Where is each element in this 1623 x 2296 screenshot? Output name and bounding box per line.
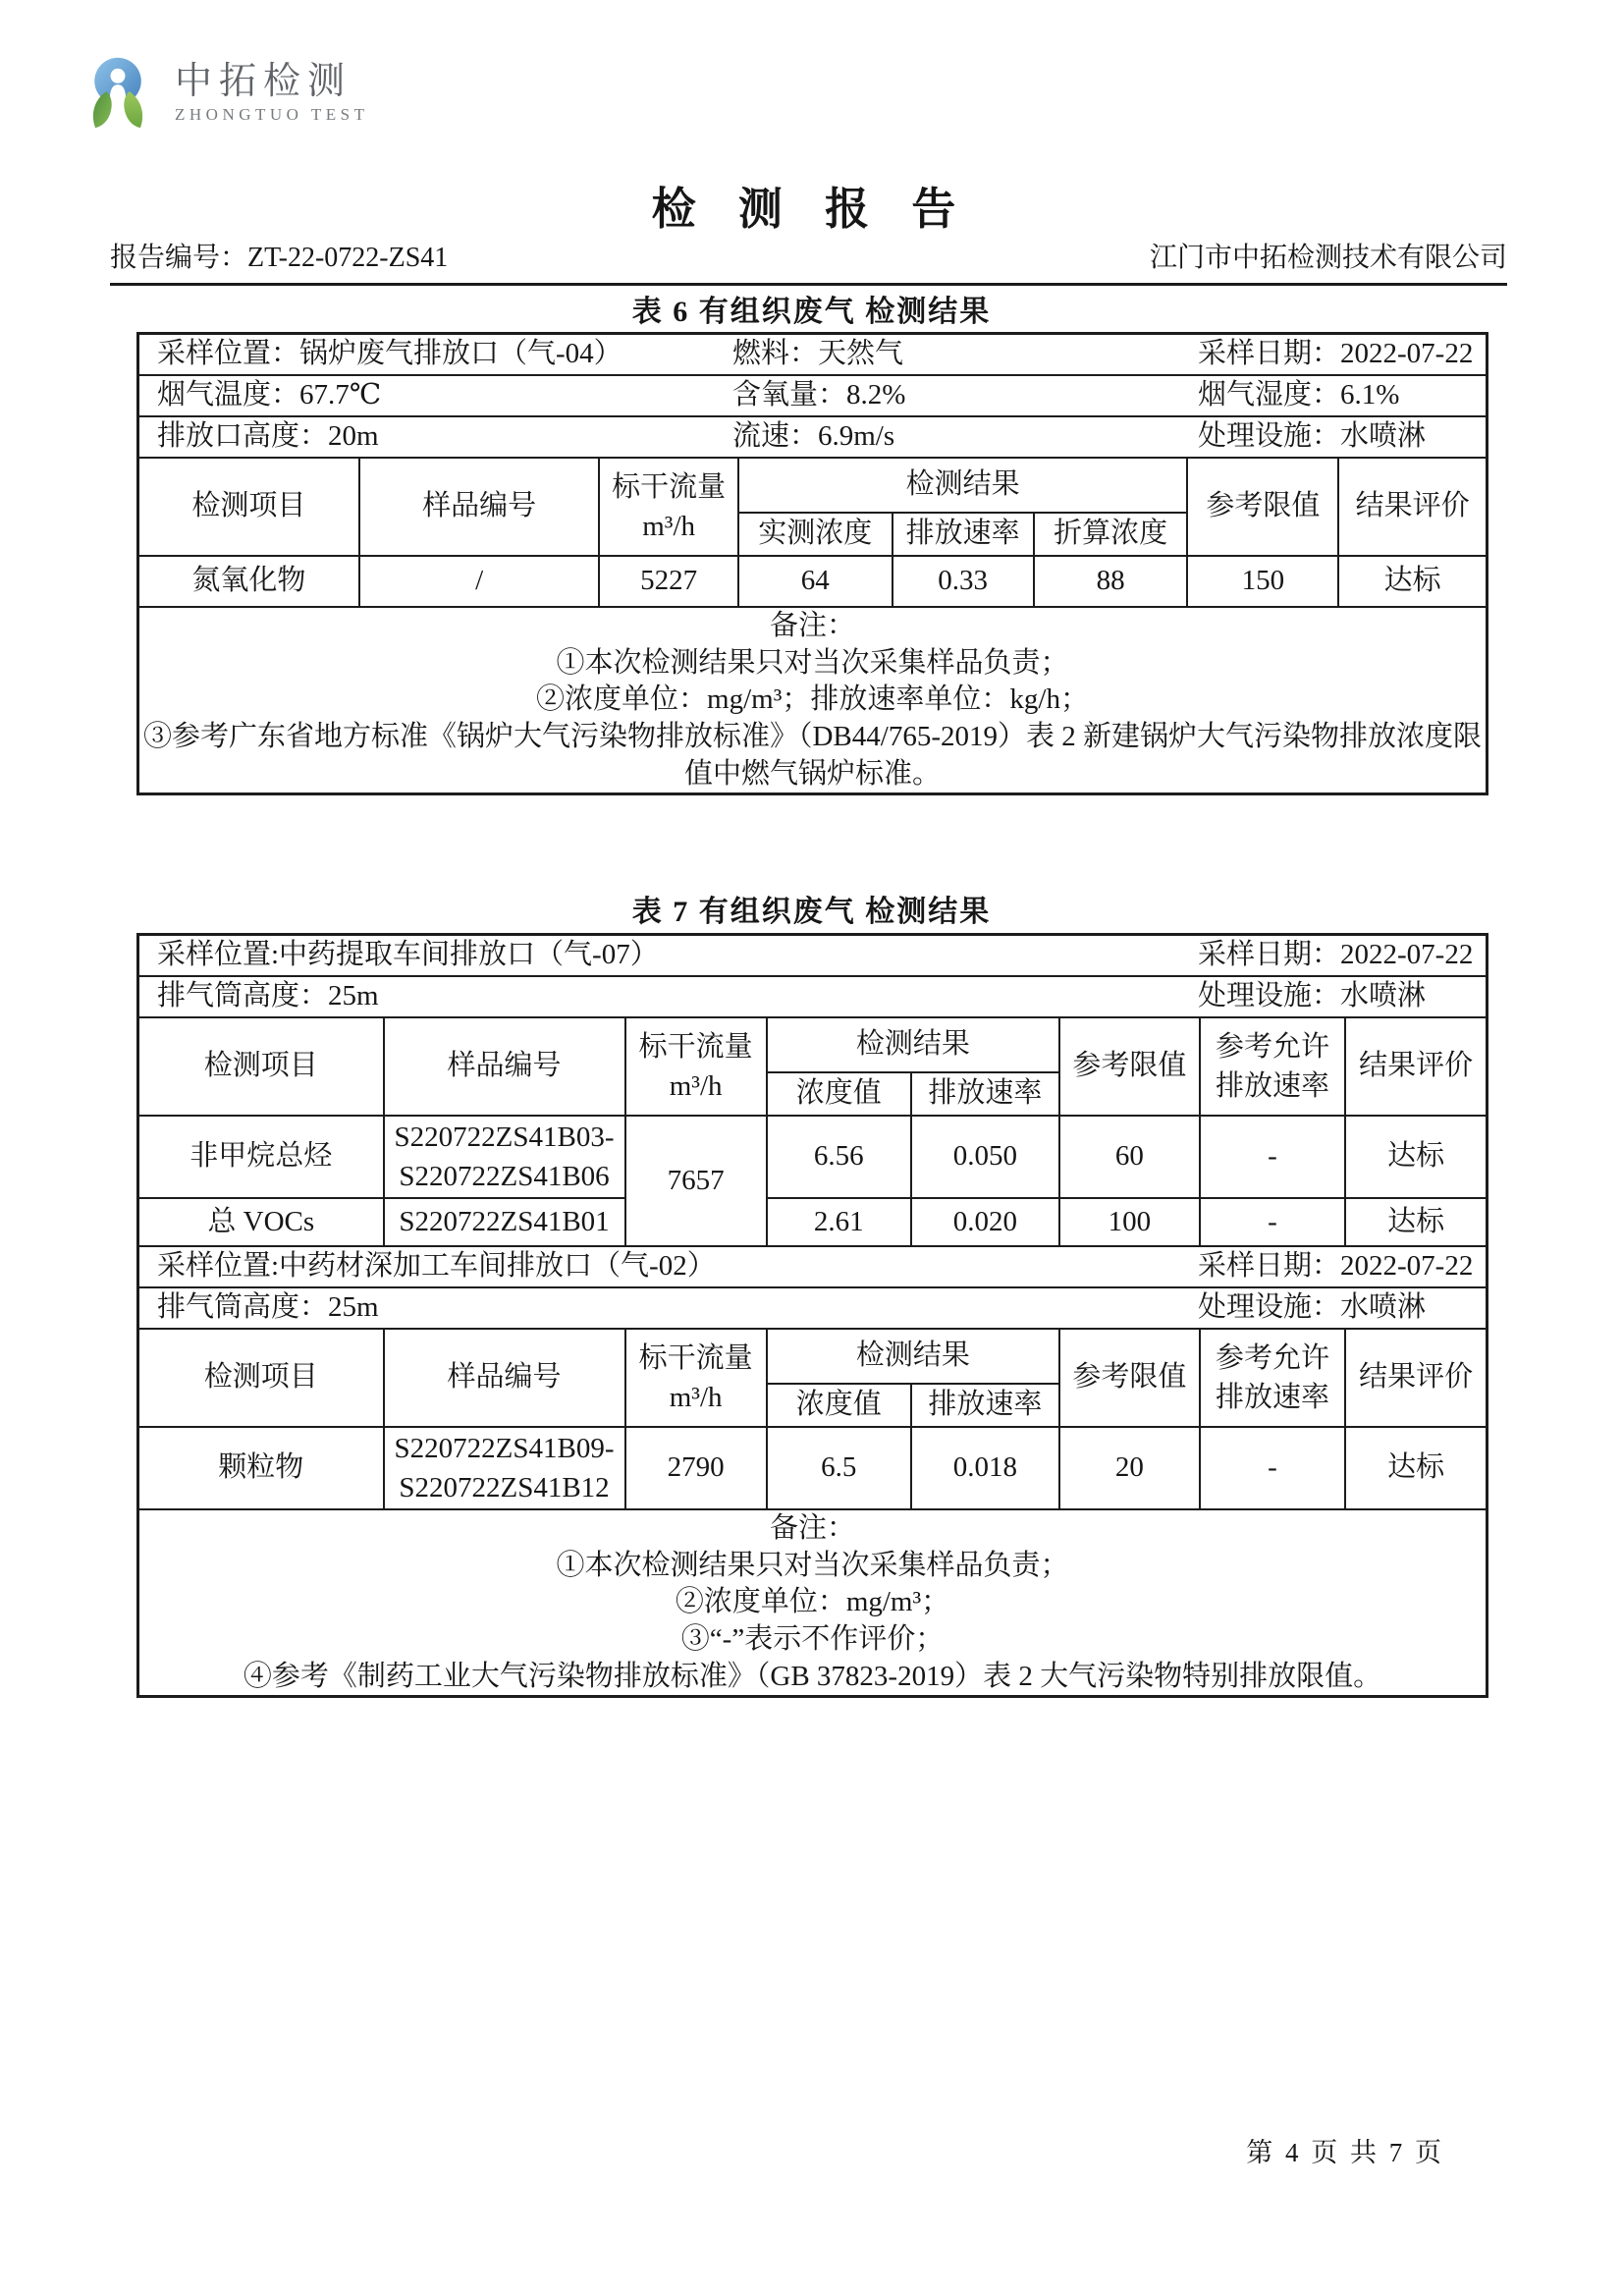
- t7s2-col-allowed-rate-1: 参考允许: [1215, 1342, 1329, 1374]
- t7s1-flow-merged: 7657: [625, 1116, 767, 1246]
- report-number: 报告编号：ZT-22-0722-ZS41: [110, 243, 449, 273]
- t7s1-vocs-evaluation: 达标: [1345, 1198, 1487, 1246]
- t7s1-info-row-2: [138, 976, 1488, 1017]
- t6-nox-evaluation: 达标: [1338, 556, 1487, 607]
- t6-oxygen-content: 含氧量：8.2%: [732, 379, 906, 411]
- t7s1-nmhc-item: 非甲烷总烃: [138, 1116, 384, 1198]
- t7s1-nmhc-rate: 0.050: [911, 1116, 1059, 1198]
- t7s2-col-allowed-rate-2: 排放速率: [1215, 1382, 1329, 1413]
- t7s2-col-sample-no: 样品编号: [384, 1329, 625, 1427]
- t6-info-row-3: [138, 416, 1488, 458]
- t7s1-info-row-1: [138, 935, 1488, 977]
- page-title: 检 测 报 告: [651, 185, 972, 234]
- t7s1-nmhc-conc: 6.56: [767, 1116, 911, 1198]
- company-logo: [75, 49, 368, 136]
- logo-globe-leaf-icon: [75, 49, 161, 136]
- t6-remark-3: ③参考广东省地方标准《锅炉大气污染物排放标准》（DB44/765-2019）表 2 新建锅炉大气污染物排放浓度限值中燃气锅炉标准。: [142, 721, 1482, 790]
- t7s2-stack-height: 排气筒高度：25m: [157, 1291, 379, 1324]
- t6-col-measured: 实测浓度: [738, 513, 893, 556]
- t6-col-flow-unit: m³/h: [642, 511, 696, 542]
- t6-col-converted: 折算浓度: [1034, 513, 1188, 556]
- t7s1-nmhc-allowed: -: [1200, 1116, 1345, 1198]
- t7s2-pm-sample-1: S220722ZS41B09-: [394, 1433, 615, 1464]
- t6-nox-sample-no: /: [359, 556, 600, 607]
- t6-nox-converted: 88: [1034, 556, 1188, 607]
- report-header-line: [110, 236, 1507, 286]
- t7s1-col-evaluation: 结果评价: [1345, 1017, 1487, 1116]
- t7-remark-4: ④参考《制药工业大气污染物排放标准》（GB 37823-2019）表 2 大气污染物特别排放限值。: [243, 1660, 1382, 1692]
- t6-remark-2: ②浓度单位：mg/m³；排放速率单位：kg/h；: [536, 683, 1089, 716]
- t7s2-col-flow: [625, 1329, 767, 1427]
- t6-outlet-height: 排放口高度：20m: [157, 420, 379, 453]
- t6-col-flow: [599, 458, 738, 556]
- t7s2-col-result-group: 检测结果: [767, 1329, 1059, 1384]
- t7s2-pm-item: 颗粒物: [138, 1427, 384, 1509]
- t6-col-item: 检测项目: [138, 458, 359, 556]
- t7s2-col-rate: 排放速率: [911, 1384, 1059, 1427]
- t7s1-data-row-vocs: [138, 1198, 1488, 1246]
- t7s1-col-rate: 排放速率: [911, 1072, 1059, 1116]
- t6-col-limit: 参考限值: [1187, 458, 1338, 556]
- t7s1-data-row-nmhc: [138, 1116, 1488, 1198]
- t7s2-col-flow-label: 标干流量: [638, 1342, 753, 1374]
- t6-nox-item: 氮氧化物: [138, 556, 359, 607]
- t7s1-col-item: 检测项目: [138, 1017, 384, 1116]
- t7-remarks-label: 备注：: [769, 1512, 855, 1544]
- t7s2-pm-limit: 20: [1059, 1427, 1200, 1509]
- t6-flow-velocity: 流速：6.9m/s: [732, 420, 895, 453]
- t6-nox-measured: 64: [738, 556, 893, 607]
- t7-remark-2: ②浓度单位：mg/m³；: [675, 1586, 950, 1618]
- t7s1-vocs-conc: 2.61: [767, 1198, 911, 1246]
- t7s2-col-evaluation: 结果评价: [1345, 1329, 1487, 1427]
- t7s2-sampling-location: 采样位置:中药材深加工车间排放口（气-02）: [157, 1250, 716, 1283]
- t7s1-vocs-allowed: -: [1200, 1198, 1345, 1246]
- t7s1-vocs-rate: 0.020: [911, 1198, 1059, 1246]
- table7-title: 表 7 有组织废气 检测结果: [631, 896, 992, 928]
- t7s1-col-conc: 浓度值: [767, 1072, 911, 1116]
- t7s2-col-flow-unit: m³/h: [669, 1382, 723, 1413]
- t7s1-col-allowed-rate-1: 参考允许: [1215, 1031, 1329, 1063]
- t7s2-col-allowed-rate: [1200, 1329, 1345, 1427]
- t7s1-col-flow: [625, 1017, 767, 1116]
- t7s1-nmhc-sample-1: S220722ZS41B03-: [394, 1121, 615, 1153]
- t7s1-nmhc-sample-no: [384, 1116, 625, 1198]
- t7s1-vocs-sample-no: S220722ZS41B01: [384, 1198, 625, 1246]
- t7s2-sampling-date: 采样日期：2022-07-22: [1198, 1250, 1474, 1283]
- t6-treatment: 处理设施：水喷淋: [1198, 420, 1427, 453]
- t7s2-pm-flow: 2790: [625, 1427, 767, 1509]
- t7s1-sampling-date: 采样日期：2022-07-22: [1198, 939, 1474, 971]
- t7s1-col-limit: 参考限值: [1059, 1017, 1200, 1116]
- t7s1-col-result-group: 检测结果: [767, 1017, 1059, 1072]
- table6-title: 表 6 有组织废气 检测结果: [631, 296, 992, 328]
- t7s1-vocs-limit: 100: [1059, 1198, 1200, 1246]
- t7s2-pm-conc: 6.5: [767, 1427, 911, 1509]
- t7s1-col-sample-no: 样品编号: [384, 1017, 625, 1116]
- t6-remarks-label: 备注：: [769, 610, 855, 641]
- page-number: 第 4 页 共 7 页: [1246, 2138, 1444, 2167]
- t7s2-info-row-1: [138, 1246, 1488, 1287]
- t7s2-treatment: 处理设施：水喷淋: [1198, 1291, 1427, 1324]
- t7-remark-1: ①本次检测结果只对当次采集样品负责；: [556, 1549, 1069, 1581]
- table7: [136, 933, 1488, 1698]
- t6-info-row-1: [138, 334, 1488, 376]
- t7s1-treatment: 处理设施：水喷淋: [1198, 980, 1427, 1012]
- t6-remarks: [138, 607, 1488, 794]
- t7s2-pm-sample-2: S220722ZS41B12: [399, 1472, 610, 1503]
- t7s2-pm-allowed: -: [1200, 1427, 1345, 1509]
- t6-nox-limit: 150: [1187, 556, 1338, 607]
- t6-fuel: 燃料：天然气: [732, 338, 904, 370]
- t6-sampling-date: 采样日期：2022-07-22: [1198, 338, 1474, 370]
- table6: [136, 332, 1488, 795]
- t7s1-col-allowed-rate: [1200, 1017, 1345, 1116]
- t7s1-col-flow-unit: m³/h: [669, 1070, 723, 1102]
- t7s2-col-limit: 参考限值: [1059, 1329, 1200, 1427]
- t6-col-flow-label: 标干流量: [612, 471, 727, 503]
- t6-flue-gas-temp: 烟气温度：67.7℃: [157, 379, 382, 411]
- t7s1-col-flow-label: 标干流量: [638, 1031, 753, 1063]
- t6-sampling-location: 采样位置：锅炉废气排放口（气-04）: [157, 338, 622, 370]
- t7s2-pm-evaluation: 达标: [1345, 1427, 1487, 1509]
- t6-col-rate: 排放速率: [893, 513, 1034, 556]
- logo-name-en: ZHONGTUO TEST: [175, 105, 369, 124]
- t6-data-row-nox: [138, 556, 1488, 607]
- t7s1-stack-height: 排气筒高度：25m: [157, 980, 379, 1012]
- t7s1-nmhc-limit: 60: [1059, 1116, 1200, 1198]
- t6-col-evaluation: 结果评价: [1338, 458, 1487, 556]
- t7s1-col-allowed-rate-2: 排放速率: [1215, 1070, 1329, 1102]
- t7-remark-3: ③“-”表示不作评价；: [680, 1623, 945, 1656]
- t7s1-vocs-item: 总 VOCs: [138, 1198, 384, 1246]
- t7s1-nmhc-sample-2: S220722ZS41B06: [399, 1161, 610, 1192]
- t6-flue-gas-humidity: 烟气湿度：6.1%: [1198, 379, 1400, 411]
- t7-remarks: [138, 1509, 1488, 1697]
- t6-nox-rate: 0.33: [893, 556, 1034, 607]
- t6-info-row-2: [138, 375, 1488, 416]
- t6-col-result-group: 检测结果: [738, 458, 1188, 513]
- company-name: 江门市中拓检测技术有限公司: [1149, 243, 1507, 273]
- t7s1-sampling-location: 采样位置:中药提取车间排放口（气-07）: [157, 939, 659, 971]
- t7s1-nmhc-evaluation: 达标: [1345, 1116, 1487, 1198]
- t6-nox-flow: 5227: [599, 556, 738, 607]
- t6-col-sample-no: 样品编号: [359, 458, 600, 556]
- t7s2-pm-rate: 0.018: [911, 1427, 1059, 1509]
- t7s2-info-row-2: [138, 1287, 1488, 1329]
- t7s2-col-item: 检测项目: [138, 1329, 384, 1427]
- t7s2-pm-sample-no: [384, 1427, 625, 1509]
- t7s2-data-row-pm: [138, 1427, 1488, 1509]
- t6-remark-1: ①本次检测结果只对当次采集样品负责；: [556, 646, 1069, 679]
- logo-name-cn: 中拓检测: [175, 61, 352, 102]
- t7s2-col-conc: 浓度值: [767, 1384, 911, 1427]
